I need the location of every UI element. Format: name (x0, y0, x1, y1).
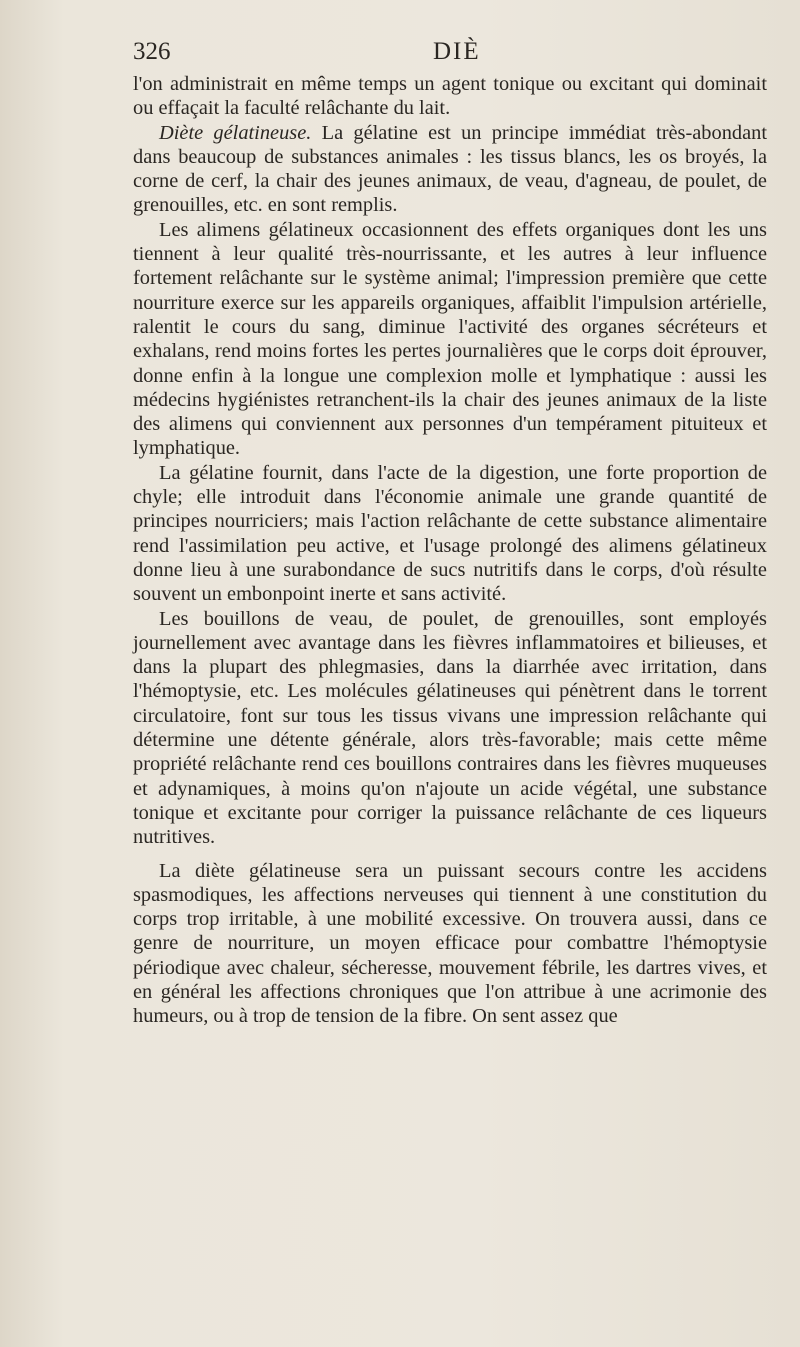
paragraph-6 (133, 859, 767, 1029)
paragraph-1 (133, 72, 767, 121)
paragraph-5 (133, 607, 767, 850)
paragraph-5-text: Les bouillons de veau, de poulet, de grenouilles, sont employés journellement avec avantage dans les fièvres inflammatoires et bilieuses, et dans la plupart des phlegmasies, dans la diarrhée avec irritation, dans l'hémoptysie, etc. Les molécules gélatineuses qui pénètrent dans le torrent circulatoire, font sur tous les tissus vivans une impression relâchante qui détermine une détente générale, alors très-favorable; mais cette même propriété relâchante rend ces bouillons contraires dans les fièvres muqueuses et adynamiques, à moins qu'on n'ajoute un acide végétal, une substance tonique et excitante pour corriger la puissance relâchante de ces liqueurs nutritives. (133, 607, 767, 849)
paragraph-2 (133, 121, 767, 218)
running-head: DIÈ (433, 38, 481, 65)
paragraph-3 (133, 218, 767, 461)
paragraph-2-text: La gélatine est un principe immédiat très-abondant dans beaucoup de substances animales : les tissus blancs, les os broyés, la corne de cerf, la chair des jeunes animaux, de veau, d'agneau, de poulet, de grenouilles, etc. en sont remplis. (133, 121, 768, 217)
page-number: 326 (133, 38, 171, 65)
paragraph-4-text: La gélatine fournit, dans l'acte de la digestion, une forte proportion de chyle; elle introduit dans l'économie animale une grande quantité de principes nourriciers; mais l'action relâchante de cette substance alimentaire rend l'assimilation peu active, et l'usage prolongé des alimens gélatineux donne lieu à une surabondance de sucs nutritifs dans le corps, d'où résulte souvent un embonpoint inerte et sans activité. (133, 461, 767, 606)
body-text (133, 72, 767, 1029)
section-heading-diete-gelatineuse: Diète gélatineuse. (159, 121, 312, 144)
paragraph-1-text: l'on administrait en même temps un agent tonique ou excitant qui dominait ou effaçait la faculté relâchante du lait. (133, 73, 767, 120)
paragraph-6-text: La diète gélatineuse sera un puissant secours contre les accidens spasmodiques, les affections nerveuses qui tiennent à une constitution du corps trop irritable, à une mobilité excessive. On trouvera aussi, dans ce genre de nourriture, un moyen efficace pour combattre l'hémoptysie périodique avec chaleur, sécheresse, mouvement fébrile, les dartres vives, et en général les affections chroniques que l'on attribue à une acrimonie des humeurs, ou à trop de tension de la fibre. On sent assez que (133, 859, 767, 1028)
page-header (133, 38, 769, 72)
paragraph-4 (133, 461, 767, 607)
paragraph-3-text: Les alimens gélatineux occasionnent des effets organiques dont les uns tiennent à leur qualité très-nourrissante, et les autres à leur influence fortement relâchante sur le système animal; l'impression première que cette nourriture exerce sur les appareils organiques, affaiblit l'impulsion artérielle, ralentit le cours du sang, diminue l'activité des organes sécréteurs et exhalans, rend moins fortes les pertes journalières que le corps doit éprouver, donne enfin à la longue une complexion molle et lymphatique : aussi les médecins hygiénistes retranchent-ils la chair des jeunes animaux de la liste des alimens qui conviennent aux personnes d'un tempérament pituiteux et lymphatique. (133, 218, 767, 460)
